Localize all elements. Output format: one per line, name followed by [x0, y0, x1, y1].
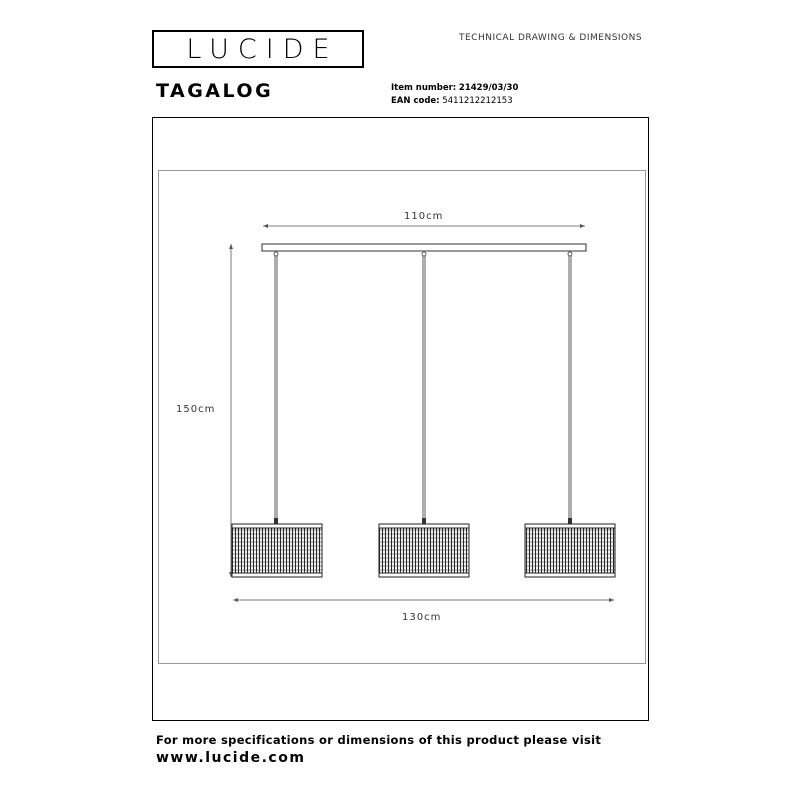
pendant-left	[232, 252, 322, 577]
total-width-label: 130cm	[402, 612, 442, 623]
top-width-dimension-line	[263, 224, 585, 228]
item-number-value: 21429/03/30	[458, 83, 519, 93]
pendant-center	[379, 252, 469, 577]
website-link[interactable]: www.lucide.com	[156, 750, 306, 766]
footer-note: For more specifications or dimensions of this product please visit	[156, 733, 602, 747]
item-number-label: Item number:	[391, 83, 457, 93]
total-width-dimension-line	[233, 598, 614, 602]
pendant-right	[525, 252, 615, 577]
document-type: TECHNICAL DRAWING & DIMENSIONS	[459, 33, 643, 43]
ceiling-rail	[262, 244, 586, 251]
logo-text: LUCIDE	[186, 33, 339, 65]
product-name: TAGALOG	[156, 80, 274, 102]
ean-label: EAN code:	[391, 96, 440, 106]
height-label: 150cm	[176, 404, 216, 415]
ean-value: 5411212212153	[442, 96, 513, 106]
top-width-label: 110cm	[404, 211, 444, 222]
